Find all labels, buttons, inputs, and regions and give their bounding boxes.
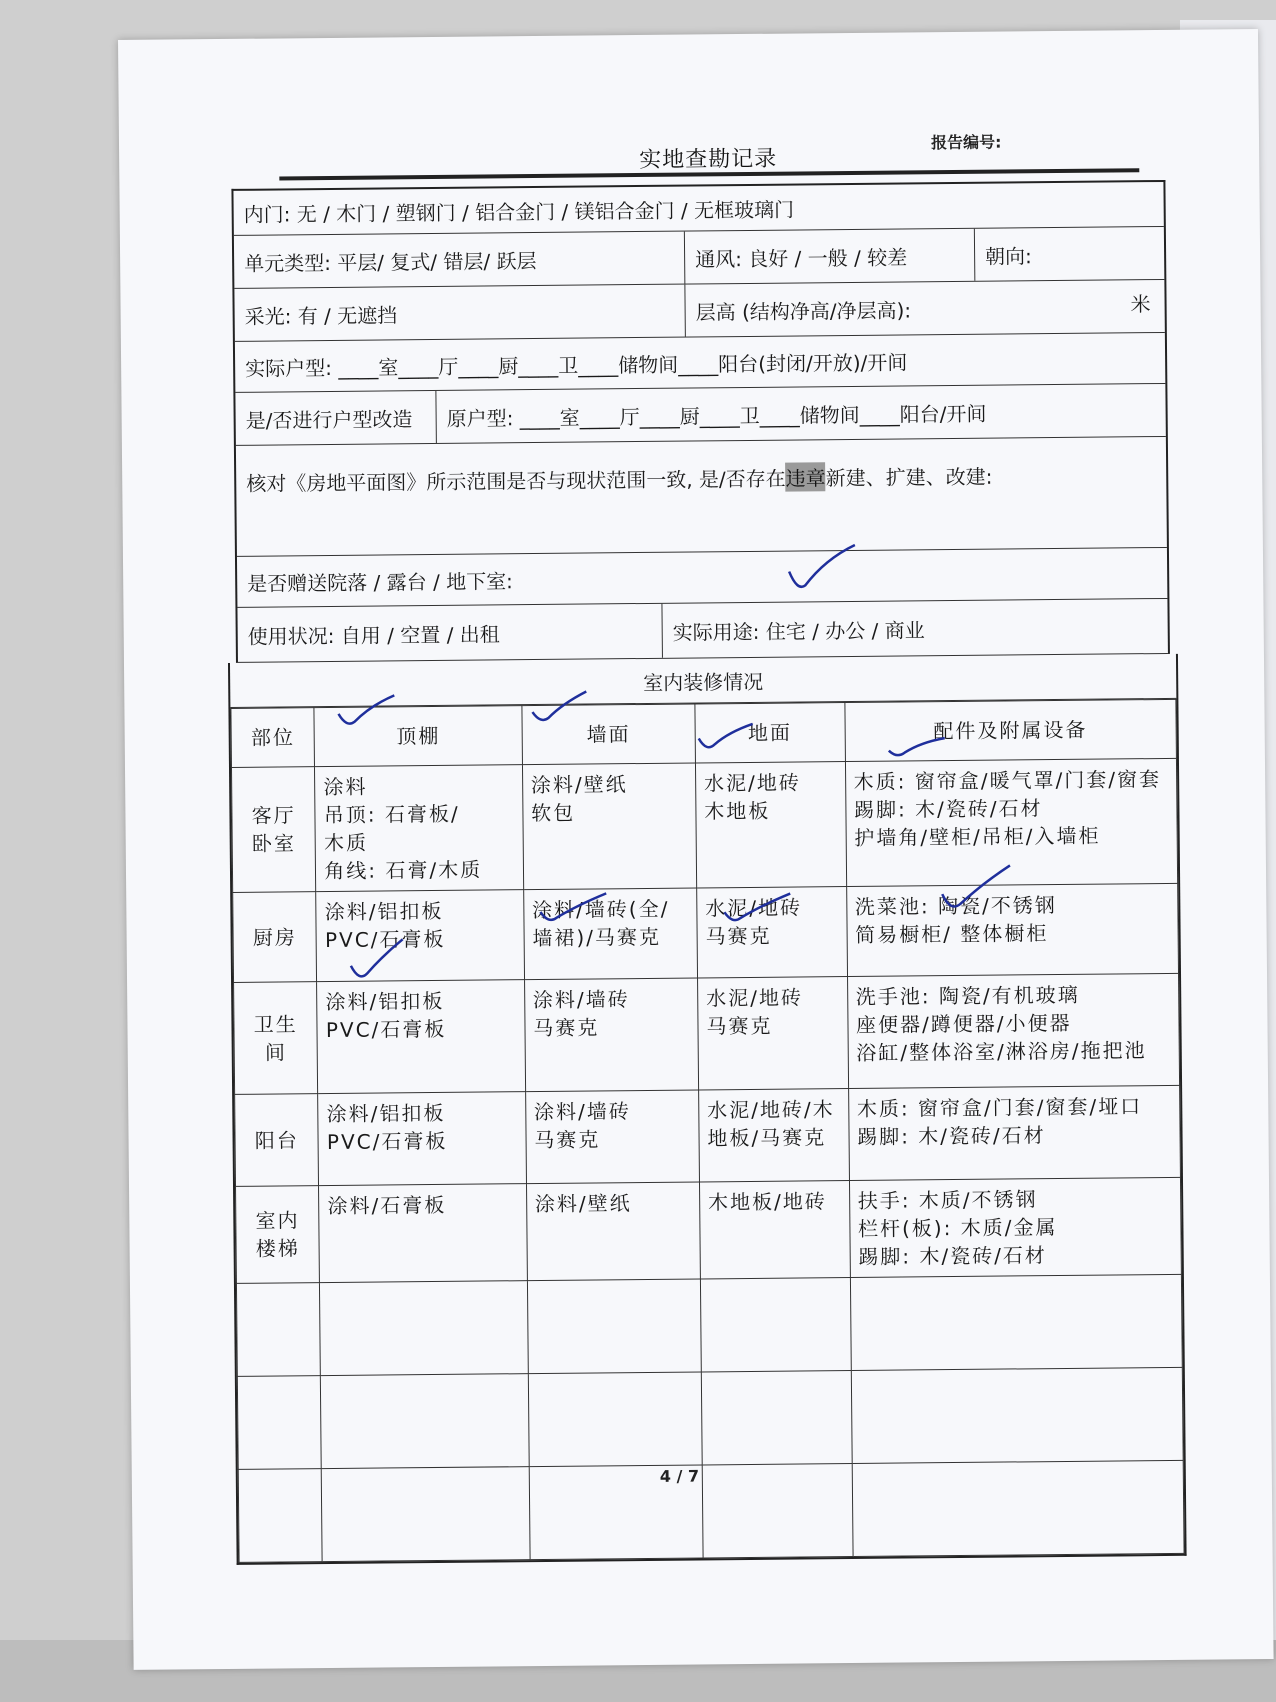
row-plan-check	[236, 437, 1167, 557]
floor-cell: 水泥/地砖 马赛克	[697, 887, 848, 978]
part-cell: 阳台	[235, 1094, 319, 1187]
header-fittings: 配件及附属设备	[844, 699, 1176, 761]
floor-cell: 水泥/地砖 木地板	[695, 762, 846, 888]
checkmark-icon	[536, 889, 616, 930]
row-actual-layout	[235, 333, 1165, 393]
remodel-question: 是/否进行户型改造	[245, 406, 413, 433]
decoration-title: 室内装修情况	[230, 654, 1176, 708]
checkmark-icon	[695, 718, 765, 759]
ceiling-cell: 涂料/铝扣板 PVC/石膏板	[318, 1092, 526, 1186]
row-unit-type	[234, 227, 1164, 289]
plan-check-suffix: 新建、扩建、改建:	[825, 464, 993, 491]
empty-row	[238, 1460, 1184, 1562]
fittings-cell: 木质: 窗帘盒/门套/窗套/垭口 踢脚: 木/瓷砖/石材	[848, 1085, 1180, 1180]
checkmark-icon	[528, 689, 598, 730]
floor-height-unit: 米	[1130, 292, 1151, 317]
row-lighting	[234, 280, 1164, 342]
part-cell: 室内 楼梯	[236, 1186, 320, 1284]
usage-status-field: 使用状况: 自用 / 空置 / 出租	[247, 621, 500, 649]
header-part: 部位	[231, 708, 315, 768]
wall-cell: 涂料/壁纸	[526, 1182, 700, 1281]
checkmark-icon	[334, 693, 404, 734]
checkmark-icon	[720, 889, 800, 930]
decoration-table	[230, 699, 1184, 1563]
fittings-cell: 木质: 窗帘盒/暖气罩/门套/窗套 踢脚: 木/瓷砖/石材 护墙角/壁柜/吊柜/入墙柜	[845, 758, 1178, 886]
highlighted-word: 违章	[786, 462, 826, 491]
row-remodel	[235, 384, 1165, 446]
decoration-table-wrap	[228, 654, 1187, 1565]
table-row	[235, 1085, 1181, 1186]
wall-cell: 涂料/墙砖 马赛克	[524, 978, 698, 1092]
lighting-field: 采光: 有 / 无遮挡	[244, 302, 398, 329]
empty-row	[237, 1367, 1183, 1469]
floor-cell: 水泥/地砖 马赛克	[697, 977, 848, 1090]
orientation-field: 朝向:	[974, 227, 1160, 281]
row-usage	[237, 599, 1167, 663]
page-number: 4 / 7	[659, 1466, 700, 1486]
wall-cell: 涂料/壁纸 软包	[522, 763, 696, 890]
plan-check-field	[236, 451, 1166, 505]
part-cell: 厨房	[233, 892, 317, 983]
report-number-label: 报告编号:	[930, 132, 1002, 153]
row-gift	[237, 548, 1167, 608]
document-page	[118, 29, 1274, 1670]
inner-door-field: 内门: 无 / 木门 / 塑钢门 / 铝合金门 / 镁铝合金门 / 无框玻璃门	[243, 197, 795, 227]
page-title: 实地查勘记录	[639, 146, 778, 174]
ceiling-cell: 涂料/石膏板	[319, 1184, 527, 1283]
header-wall: 墙面	[522, 704, 696, 765]
ventilation-field: 通风: 良好 / 一般 / 较差	[684, 229, 974, 284]
gift-field: 是否赠送院落 / 露台 / 地下室:	[247, 568, 513, 596]
table-row	[234, 973, 1180, 1094]
table-row	[231, 758, 1177, 892]
survey-form	[231, 180, 1170, 663]
ceiling-cell: 涂料/铝扣板 PVC/石膏板	[317, 980, 525, 1094]
unit-type-field: 单元类型: 平层/ 复式/ 错层/ 跃层	[244, 248, 537, 276]
ceiling-cell: 涂料 吊顶: 石膏板/ 木质 角线: 石膏/木质	[315, 765, 524, 892]
actual-use-field: 实际用途: 住宅 / 办公 / 商业	[661, 599, 1163, 658]
fittings-cell: 洗菜池: 陶瓷/不锈钢 简易橱柜/ 整体橱柜	[846, 883, 1178, 976]
floor-height-field	[684, 280, 1160, 337]
header-floor: 地面	[695, 703, 845, 763]
checkmark-icon	[938, 861, 1019, 922]
wall-cell: 涂料/墙砖 马赛克	[525, 1090, 699, 1184]
table-row	[236, 1177, 1182, 1283]
actual-layout-field: 实际户型: ____室____厅____厨____卫____储物间____阳台(封闭/开放)/开间	[245, 349, 908, 381]
checkmark-icon	[347, 935, 417, 986]
plan-check-text: 核对《房地平面图》所示范围是否与现状范围一致, 是/否存在	[246, 466, 786, 496]
part-cell: 卫生 间	[234, 982, 318, 1095]
checkmark-icon	[783, 541, 864, 602]
header-ceiling: 顶棚	[314, 706, 522, 767]
floor-cell: 水泥/地砖/木地板/马赛克	[699, 1089, 850, 1182]
part-cell: 客厅 卧室	[231, 767, 316, 893]
fittings-cell: 洗手池: 陶瓷/有机玻璃 座便器/蹲便器/小便器 浴缸/整体浴室/淋浴房/拖把池	[847, 973, 1179, 1088]
original-layout-field: 原户型: ____室____厅____厨____卫____储物间____阳台/开间	[435, 384, 1161, 443]
floor-height-label: 层高 (结构净高/净层高):	[695, 297, 912, 324]
ceiling-cell: 涂料/铝扣板 PVC/石膏板	[316, 890, 524, 982]
floor-cell: 木地板/地砖	[699, 1181, 850, 1279]
fittings-cell: 扶手: 木质/不锈钢 栏杆(板): 木质/金属 踢脚: 木/瓷砖/石材	[849, 1177, 1181, 1277]
checkmark-icon	[885, 732, 955, 763]
empty-row	[236, 1274, 1182, 1376]
wall-cell: 涂料/墙砖(全/墙裙)/马赛克	[523, 888, 697, 980]
